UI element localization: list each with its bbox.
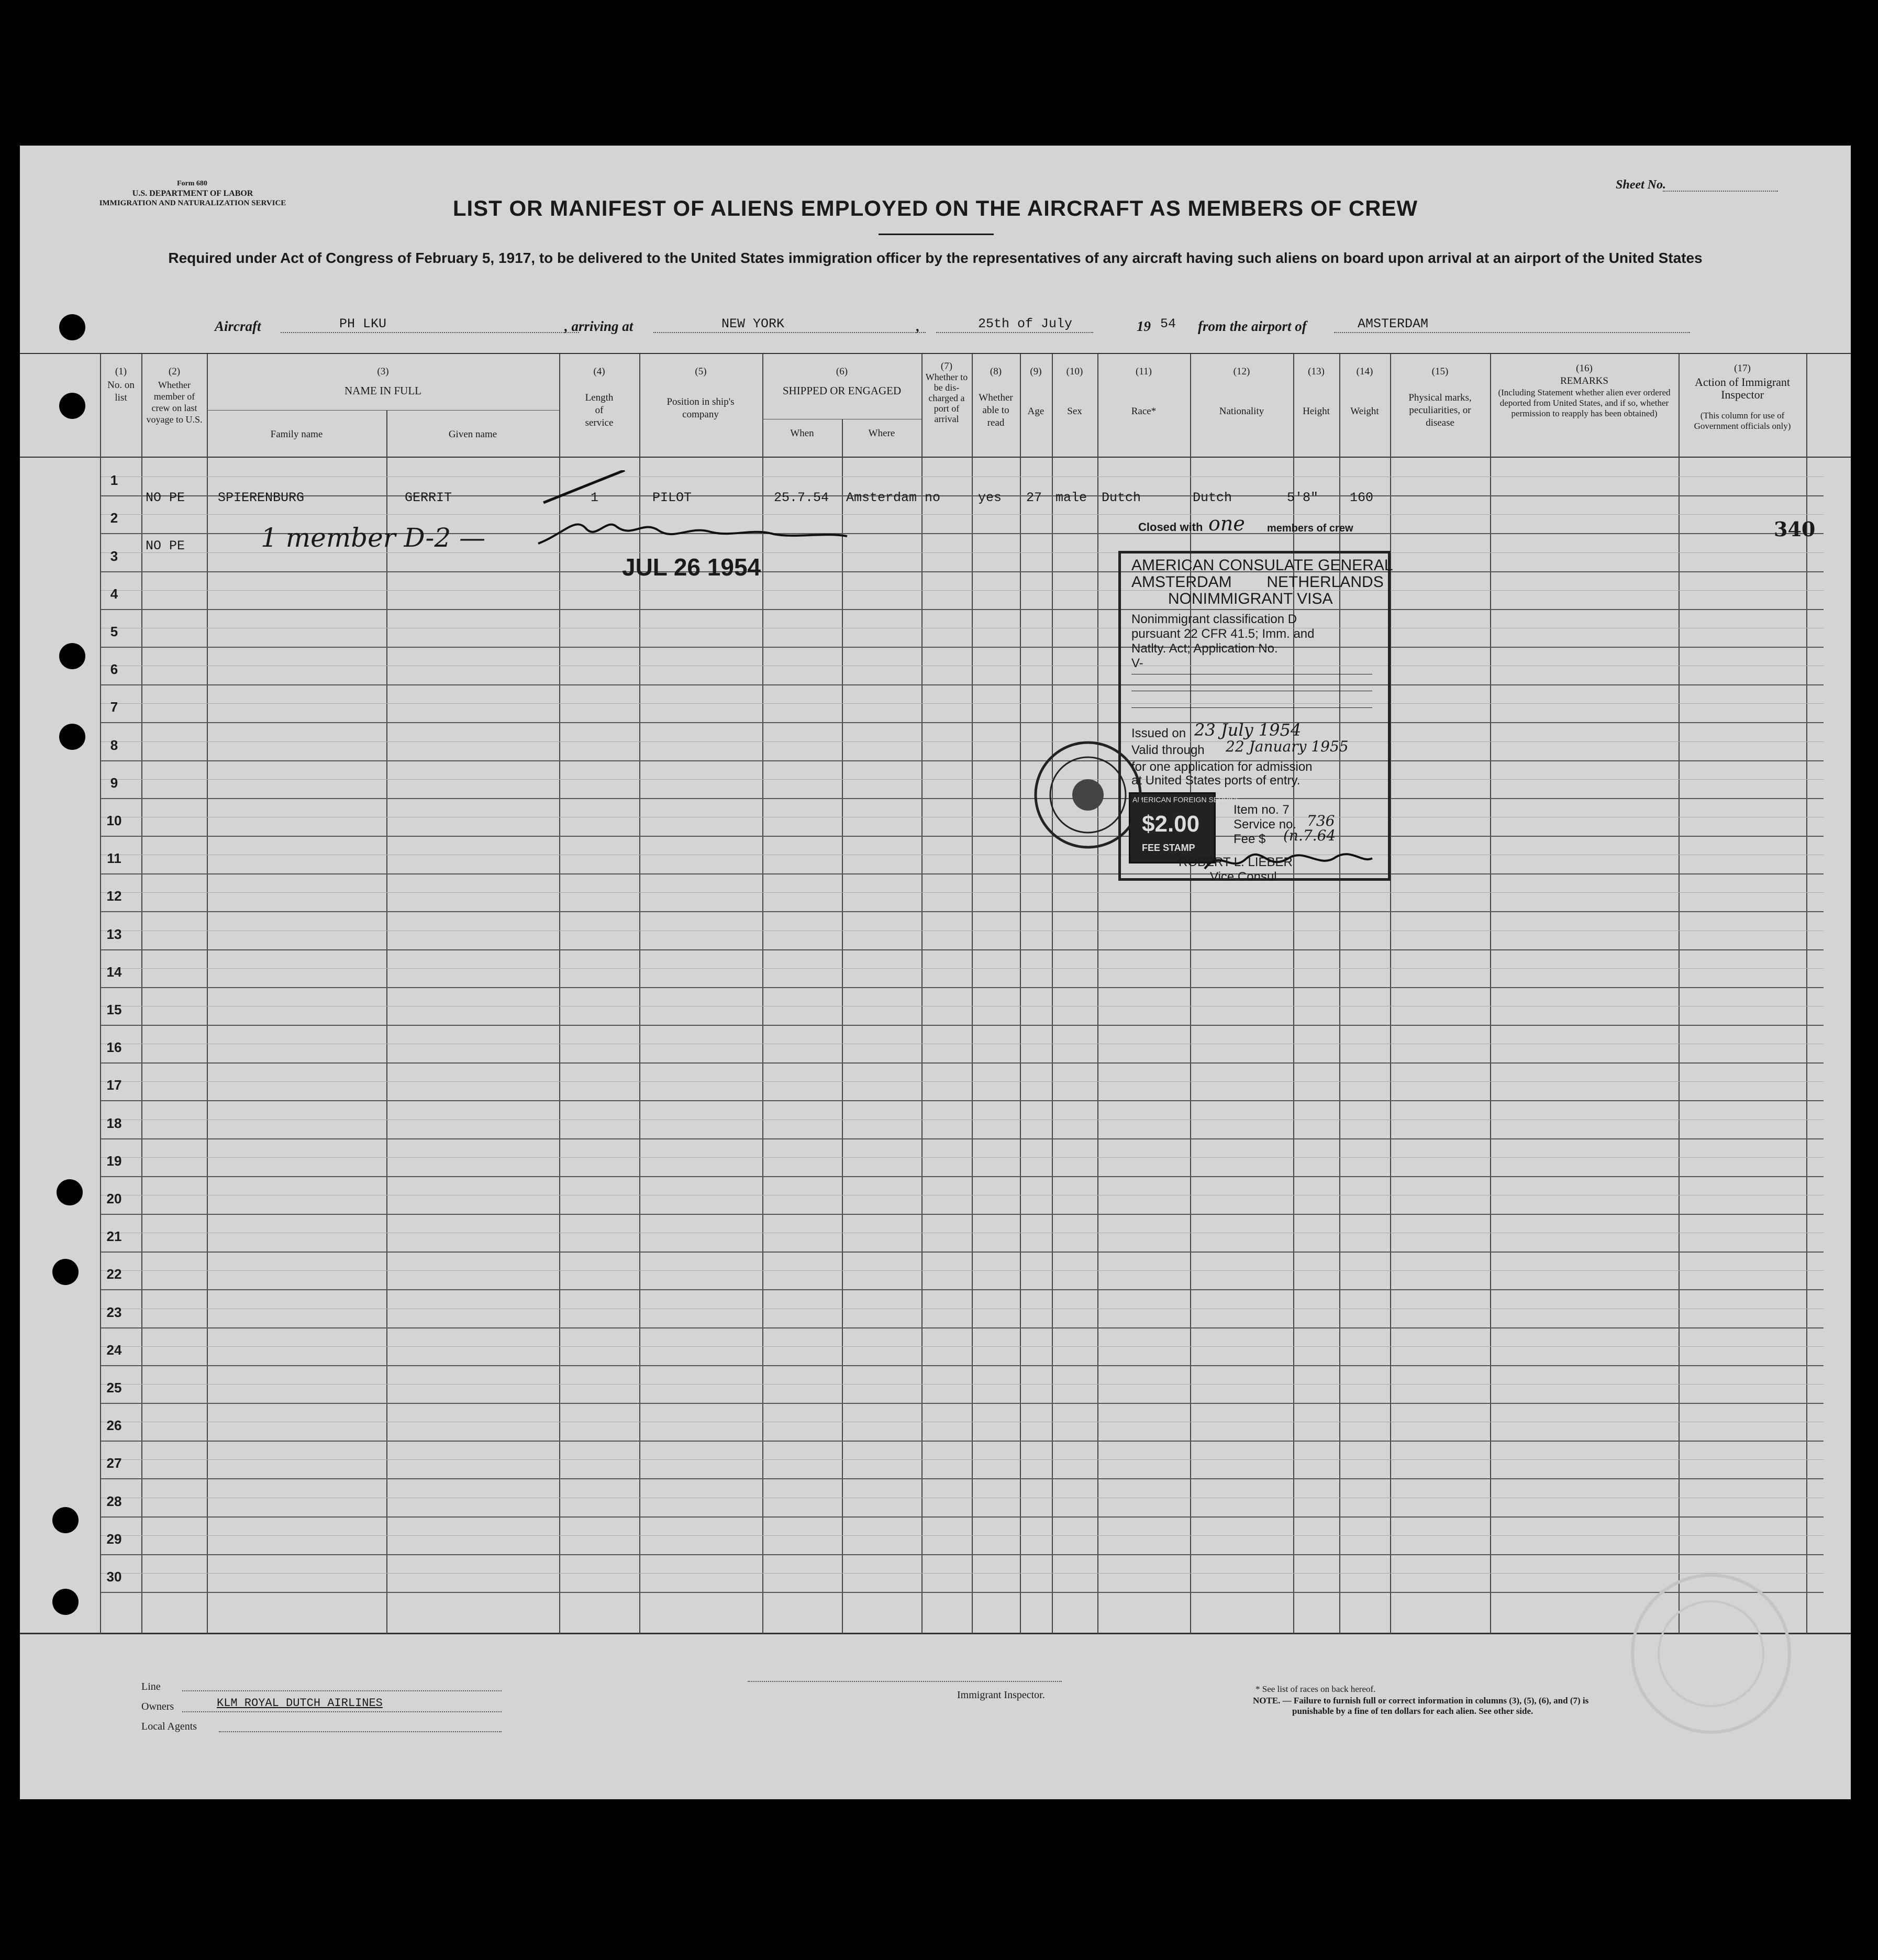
col10-number: (10) <box>1066 366 1083 377</box>
consulate-seal <box>1030 732 1146 858</box>
col15-header: Physical marks, peculiarities, or disease <box>1408 392 1472 428</box>
row-number: 18 <box>106 1115 122 1131</box>
row-number: 30 <box>106 1569 122 1585</box>
row-number: 5 <box>110 624 118 639</box>
from-rule <box>1334 332 1690 333</box>
visa-regulation: pursuant 22 CFR 41.5; Imm. and <box>1131 627 1315 641</box>
arrival-date: 25th of July <box>978 316 1073 331</box>
row-guide <box>101 892 1824 893</box>
inspector-label: Immigrant Inspector. <box>957 1689 1045 1701</box>
name-subheader-rule <box>207 410 559 411</box>
row-guide <box>101 1384 1824 1385</box>
closed-prefix: Closed with <box>1138 521 1203 534</box>
aircraft-label: Aircraft <box>215 318 261 334</box>
col14-number: (14) <box>1356 366 1373 377</box>
col3-number: (3) <box>377 366 389 377</box>
fee-stamp-value: $2.00 <box>1142 811 1200 837</box>
row-guide <box>101 779 1824 780</box>
table-bottom-rule <box>20 1633 1851 1634</box>
row1-position: PILOT <box>652 490 692 505</box>
row-rule <box>101 1327 1824 1328</box>
row1-length: 1 <box>591 490 599 505</box>
punch-hole <box>59 393 85 419</box>
row-rule <box>101 1516 1824 1518</box>
row-rule <box>101 760 1824 761</box>
issued-label: Issued on <box>1131 726 1186 740</box>
col-divider <box>1052 354 1053 1634</box>
punch-hole <box>57 1179 83 1205</box>
from-value: AMSTERDAM <box>1358 316 1429 331</box>
embossed-seal <box>1622 1570 1800 1737</box>
closed-count: one <box>1208 512 1245 535</box>
visa-application: Natlty. Act; Application No. <box>1131 641 1278 656</box>
row1-discharged: no <box>925 490 941 505</box>
row-rule <box>101 647 1824 648</box>
row-rule <box>101 495 1824 496</box>
punch-hole <box>59 724 85 750</box>
row-number: 26 <box>106 1418 122 1433</box>
row-rule <box>101 873 1824 874</box>
races-note: * See list of races on back hereof. <box>1255 1684 1376 1694</box>
col14-header: Weight <box>1350 406 1379 417</box>
col-divider <box>100 354 101 1634</box>
ports-line: at United States ports of entry. <box>1131 773 1301 788</box>
handwritten-signature <box>533 470 868 559</box>
row-number: 11 <box>107 850 121 866</box>
row-number: 16 <box>106 1039 122 1055</box>
col16-header: REMARKS <box>1560 375 1608 386</box>
col8-number: (8) <box>990 366 1002 377</box>
row-number: 29 <box>106 1531 122 1547</box>
row-rule <box>101 1214 1824 1215</box>
row-rule <box>101 571 1824 572</box>
row-guide <box>101 1157 1824 1158</box>
row-number: 19 <box>106 1153 122 1169</box>
col-divider <box>1293 354 1294 1634</box>
row1-when: 25.7.54 <box>774 490 829 505</box>
col3-header: NAME IN FULL <box>345 384 421 397</box>
row1-given-name: GERRIT <box>405 490 452 505</box>
fee-stamp-header: AMERICAN FOREIGN SERVICE <box>1132 795 1241 804</box>
row-number: 20 <box>106 1191 122 1206</box>
col6-header: SHIPPED OR ENGAGED <box>782 384 902 397</box>
row-rule <box>101 1554 1824 1555</box>
date-rule <box>936 332 1093 333</box>
row-guide <box>101 1270 1824 1271</box>
inspector-rule <box>748 1681 1062 1682</box>
owners-label: Owners <box>141 1701 174 1712</box>
fine-note: NOTE. — Failure to furnish full or correct information in columns (3), (5), (6), and (7) is <box>1253 1696 1589 1706</box>
row-rule <box>101 949 1824 950</box>
fee-label: Fee $ <box>1234 832 1266 846</box>
col-divider <box>141 354 142 1634</box>
col-divider <box>1679 354 1680 1634</box>
col6-where-header: Where <box>868 428 895 439</box>
col7-number: (7) <box>940 361 953 372</box>
row1-nationality: Dutch <box>1193 490 1232 505</box>
year-prefix: 19 <box>1137 318 1151 334</box>
row-rule <box>101 1100 1824 1101</box>
row-rule <box>101 911 1824 912</box>
service-label: Service no. <box>1234 817 1297 832</box>
issued-date: 23 July 1954 <box>1194 720 1302 740</box>
page-subtitle: Required under Act of Congress of February 5, 1917, to be delivered to the United States immigration officer by the representatives of any aircraft having such aliens on board upon arrival at an airport of the United States <box>168 250 1703 266</box>
col-divider <box>207 354 208 1634</box>
col16-number: (16) <box>1576 363 1593 374</box>
sheet-number-field <box>1663 191 1778 192</box>
handwritten-note: 1 member D-2 — <box>261 523 486 553</box>
row-rule <box>101 722 1824 723</box>
service-number: 736 <box>1307 812 1335 829</box>
col17-header: Action of Immigrant Inspector <box>1694 375 1791 401</box>
row1-weight: 160 <box>1350 490 1374 505</box>
consulate-city: AMSTERDAM NETHERLANDS <box>1131 573 1384 591</box>
punch-hole <box>59 314 85 340</box>
fee-stamp-label: FEE STAMP <box>1142 843 1195 853</box>
row1-where: Amsterdam <box>846 490 917 505</box>
row-number: 21 <box>106 1228 122 1244</box>
fee-value: (n.7.64 <box>1283 827 1336 844</box>
stamp-rule <box>1131 707 1372 708</box>
date-stamp: JUL 26 1954 <box>622 553 761 581</box>
row-guide <box>101 1081 1824 1082</box>
title-underline <box>879 234 994 235</box>
row1-race: Dutch <box>1102 490 1141 505</box>
col-divider <box>1097 354 1098 1634</box>
col12-number: (12) <box>1233 366 1250 377</box>
row-rule <box>101 987 1824 988</box>
row1-read: yes <box>978 490 1002 505</box>
row1-sex: male <box>1055 490 1087 505</box>
row-guide <box>101 1459 1824 1460</box>
row-number: 1 <box>110 472 118 488</box>
row-guide <box>101 590 1824 591</box>
agency-service: IMMIGRATION AND NATURALIZATION SERVICE <box>99 199 286 207</box>
col3-given-header: Given name <box>448 429 497 440</box>
item-number: Item no. 7 <box>1234 803 1290 817</box>
col-divider <box>1390 354 1391 1634</box>
row-number: 3 <box>110 548 118 564</box>
col10-header: Sex <box>1067 406 1082 417</box>
fine-note-cont: punishable by a fine of ten dollars for each alien. See other side. <box>1292 1706 1533 1716</box>
row-guide <box>101 514 1824 515</box>
visa-classification: Nonimmigrant classification D <box>1131 612 1297 626</box>
from-label: from the airport of <box>1198 318 1307 334</box>
col-divider <box>1490 354 1491 1634</box>
row-guide <box>101 1535 1824 1536</box>
arrival-year: 54 <box>1160 316 1176 331</box>
arriving-rule <box>653 332 926 333</box>
col1-number: (1) <box>115 366 127 377</box>
row1-family-name: SPIERENBURG <box>218 490 305 505</box>
col6-when-header: When <box>790 428 814 439</box>
aircraft-value: PH LKU <box>339 316 387 331</box>
row-number: 24 <box>106 1342 122 1358</box>
row-rule <box>101 1289 1824 1290</box>
agency-name: U.S. DEPARTMENT OF LABOR <box>132 189 253 198</box>
col1-header: No. on list <box>107 380 135 403</box>
row-rule <box>101 1025 1824 1026</box>
date-separator: , <box>916 318 920 334</box>
row-rule <box>101 609 1824 610</box>
col5-number: (5) <box>695 366 707 377</box>
visa-number: V- <box>1131 656 1143 670</box>
col4-header: Length of service <box>585 392 614 428</box>
table-top-rule <box>20 353 1851 354</box>
row2-last-voyage: NO PE <box>146 538 185 553</box>
form-number: Form 680 <box>177 180 207 187</box>
visa-stamp <box>1118 551 1393 884</box>
col3-family-header: Family name <box>270 429 323 440</box>
row-number: 25 <box>106 1380 122 1396</box>
col16-note: (Including Statement whether alien ever ordered deported from United States, and if so, whether permission to reapply has been obtained) <box>1498 387 1671 418</box>
row-guide <box>101 703 1824 704</box>
agents-label: Local Agents <box>141 1721 197 1732</box>
arriving-value: NEW YORK <box>721 316 785 331</box>
col11-number: (11) <box>1136 366 1152 377</box>
col7-header: Whether to be dis-charged a port of arrival <box>925 372 968 424</box>
col8-header: Whether able to read <box>979 392 1013 428</box>
col-divider <box>921 354 923 1634</box>
row-guide <box>101 1346 1824 1347</box>
arriving-label: , arriving at <box>564 318 634 334</box>
row-number: 10 <box>106 813 122 828</box>
col2-header: Whether member of crew on last voyage to U.S. <box>146 380 203 425</box>
row-rule <box>101 1478 1824 1479</box>
punch-hole <box>52 1507 79 1533</box>
row-number: 23 <box>106 1304 122 1320</box>
row-rule <box>101 1592 1824 1593</box>
valid-label: Valid through <box>1131 743 1205 757</box>
col-divider <box>972 354 973 1634</box>
row-number: 17 <box>106 1077 122 1093</box>
row-number: 4 <box>110 586 118 602</box>
col-divider <box>1806 354 1807 1634</box>
admission-line: for one application for admission <box>1131 760 1313 774</box>
row1-last-voyage: NO PE <box>146 490 185 505</box>
col5-header: Position in ship's company <box>666 396 735 420</box>
consulate-line: AMERICAN CONSULATE GENERAL <box>1131 557 1393 574</box>
col-divider <box>842 419 843 1634</box>
consul-title: Vice Consul <box>1210 870 1277 884</box>
col12-header: Nationality <box>1219 406 1264 417</box>
closed-suffix: members of crew <box>1267 523 1353 534</box>
row-rule <box>101 1403 1824 1404</box>
row-number: 9 <box>110 775 118 791</box>
row-number: 27 <box>106 1455 122 1471</box>
row-guide <box>101 1573 1824 1574</box>
visa-type: NONIMMIGRANT VISA <box>1168 590 1333 607</box>
row-number: 2 <box>110 510 118 526</box>
row-guide <box>101 741 1824 742</box>
row-number: 13 <box>106 926 122 942</box>
row1-height: 5'8" <box>1287 490 1319 505</box>
col9-number: (9) <box>1030 366 1042 377</box>
col13-number: (13) <box>1308 366 1325 377</box>
row-number: 14 <box>106 964 122 980</box>
row-rule <box>101 836 1824 837</box>
line-rule <box>182 1690 502 1691</box>
col-divider <box>1339 354 1340 1634</box>
row-rule <box>101 1062 1824 1064</box>
col15-number: (15) <box>1431 366 1449 377</box>
col6-number: (6) <box>836 366 848 377</box>
col-divider <box>386 410 387 1634</box>
row-guide <box>101 968 1824 969</box>
row-rule <box>101 1365 1824 1366</box>
owners-rule <box>182 1711 502 1712</box>
row-number: 28 <box>106 1493 122 1509</box>
page-title: LIST OR MANIFEST OF ALIENS EMPLOYED ON THE AIRCRAFT AS MEMBERS OF CREW <box>452 196 1418 220</box>
col-divider <box>1190 354 1191 1634</box>
owners-value: KLM ROYAL DUTCH AIRLINES <box>217 1697 383 1710</box>
row-number: 6 <box>110 661 118 677</box>
col13-header: Height <box>1303 406 1330 417</box>
sheet-label: Sheet No. <box>1616 178 1666 192</box>
punch-hole <box>52 1259 79 1285</box>
valid-date: 22 January 1955 <box>1226 738 1349 755</box>
col-divider <box>1020 354 1021 1634</box>
manifest-sheet <box>20 146 1851 1799</box>
consul-name: ROBERT L. LIEBER <box>1179 855 1293 869</box>
row-rule <box>101 1176 1824 1177</box>
sheet-count: 340 <box>1774 517 1816 541</box>
row-number: 22 <box>106 1266 122 1282</box>
row-rule <box>101 1138 1824 1139</box>
col11-header: Race* <box>1131 406 1157 417</box>
col17-note: (This column for use of Government officials only) <box>1694 411 1791 431</box>
col9-header: Age <box>1027 406 1044 417</box>
row-number: 15 <box>106 1002 122 1017</box>
row-number: 12 <box>106 888 122 904</box>
punch-hole <box>52 1589 79 1615</box>
row-rule <box>101 798 1824 799</box>
row-number: 7 <box>110 699 118 715</box>
row-rule <box>101 1441 1824 1442</box>
col17-number: (17) <box>1734 363 1751 374</box>
line-label: Line <box>141 1681 161 1692</box>
table-header-bottom <box>20 457 1851 458</box>
col2-number: (2) <box>168 366 181 377</box>
row1-age: 27 <box>1026 490 1042 505</box>
row-rule <box>101 1252 1824 1253</box>
punch-hole <box>59 643 85 669</box>
aircraft-rule <box>281 332 579 333</box>
row-number: 8 <box>110 737 118 753</box>
col4-number: (4) <box>593 366 605 377</box>
row-rule <box>101 684 1824 685</box>
agents-rule <box>219 1731 502 1732</box>
